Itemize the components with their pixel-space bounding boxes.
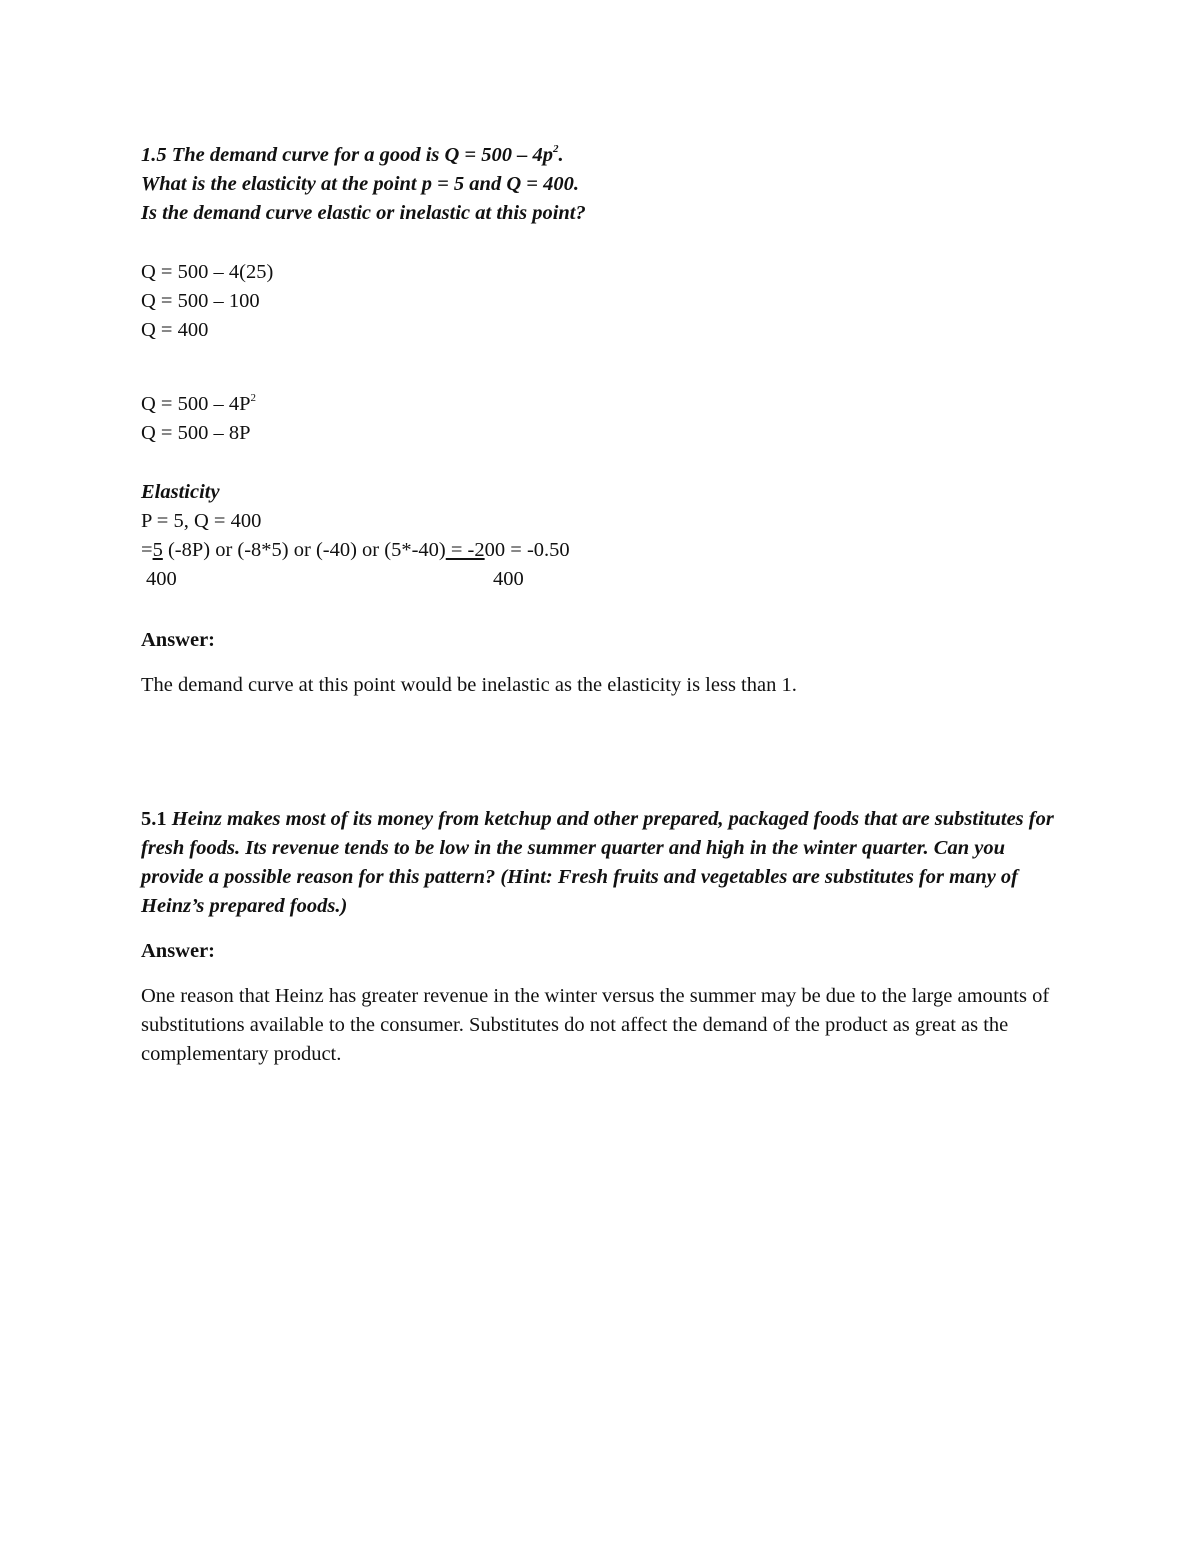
title-text: 1.5 The demand curve for a good is Q = 500 – 4p xyxy=(141,144,553,166)
denominator-right: 400 xyxy=(493,568,524,590)
answer-text: The demand curve at this point would be inelastic as the elasticity is less than 1. xyxy=(141,674,797,696)
eq-result: 00 = -0.50 xyxy=(484,539,570,561)
eq-numerator: 5 xyxy=(152,539,163,561)
title-exponent: 2 xyxy=(552,143,559,155)
question-1-5-title xyxy=(141,143,564,167)
eq-underlined: = -2 xyxy=(445,539,485,561)
calc-line: Q = 400 xyxy=(141,319,209,341)
question-1-5-line-3: Is the demand curve elastic or inelastic at this point? xyxy=(141,202,586,224)
elasticity-heading: Elasticity xyxy=(141,481,220,503)
title-period: . xyxy=(558,144,564,166)
question-body: Heinz makes most of its money from ketchup and other prepared, packaged foods that are substitutes for fresh foods. Its revenue tends to be low in the summer quarter and high in the winter quarter. Can you provide a possible reason for this pattern? (Hint: Fresh fruits and vegetables are substitutes for many of Heinz’s prepared foods.) xyxy=(141,808,1054,917)
demand-equation-text: Q = 500 – 4P xyxy=(141,393,251,415)
demand-equation xyxy=(141,392,256,416)
eq-middle: (-8P) or (-8*5) or (-40) or (5*-40) xyxy=(162,539,446,561)
question-1-5-line-2: What is the elasticity at the point p = 5 and Q = 400. xyxy=(141,173,579,195)
answer-label: Answer: xyxy=(141,940,216,962)
calc-line: Q = 500 – 4(25) xyxy=(141,261,274,283)
question-5-1-text xyxy=(141,805,1071,921)
demand-equation-exponent: 2 xyxy=(250,392,257,404)
calc-line: Q = 500 – 100 xyxy=(141,290,260,312)
question-number: 5.1 xyxy=(141,808,167,830)
elasticity-given: P = 5, Q = 400 xyxy=(141,510,262,532)
answer-text: One reason that Heinz has greater revenue in the winter versus the summer may be due to the large amounts of substitutions available to the consumer. Substitutes do not affect the demand of the product as great as the complementary product. xyxy=(141,985,1050,1065)
eq-prefix: = xyxy=(141,539,153,561)
answer-label: Answer: xyxy=(141,629,216,651)
derivative-equation: Q = 500 – 8P xyxy=(141,422,251,444)
elasticity-equation xyxy=(141,538,570,562)
denominator-left: 400 xyxy=(146,568,177,590)
